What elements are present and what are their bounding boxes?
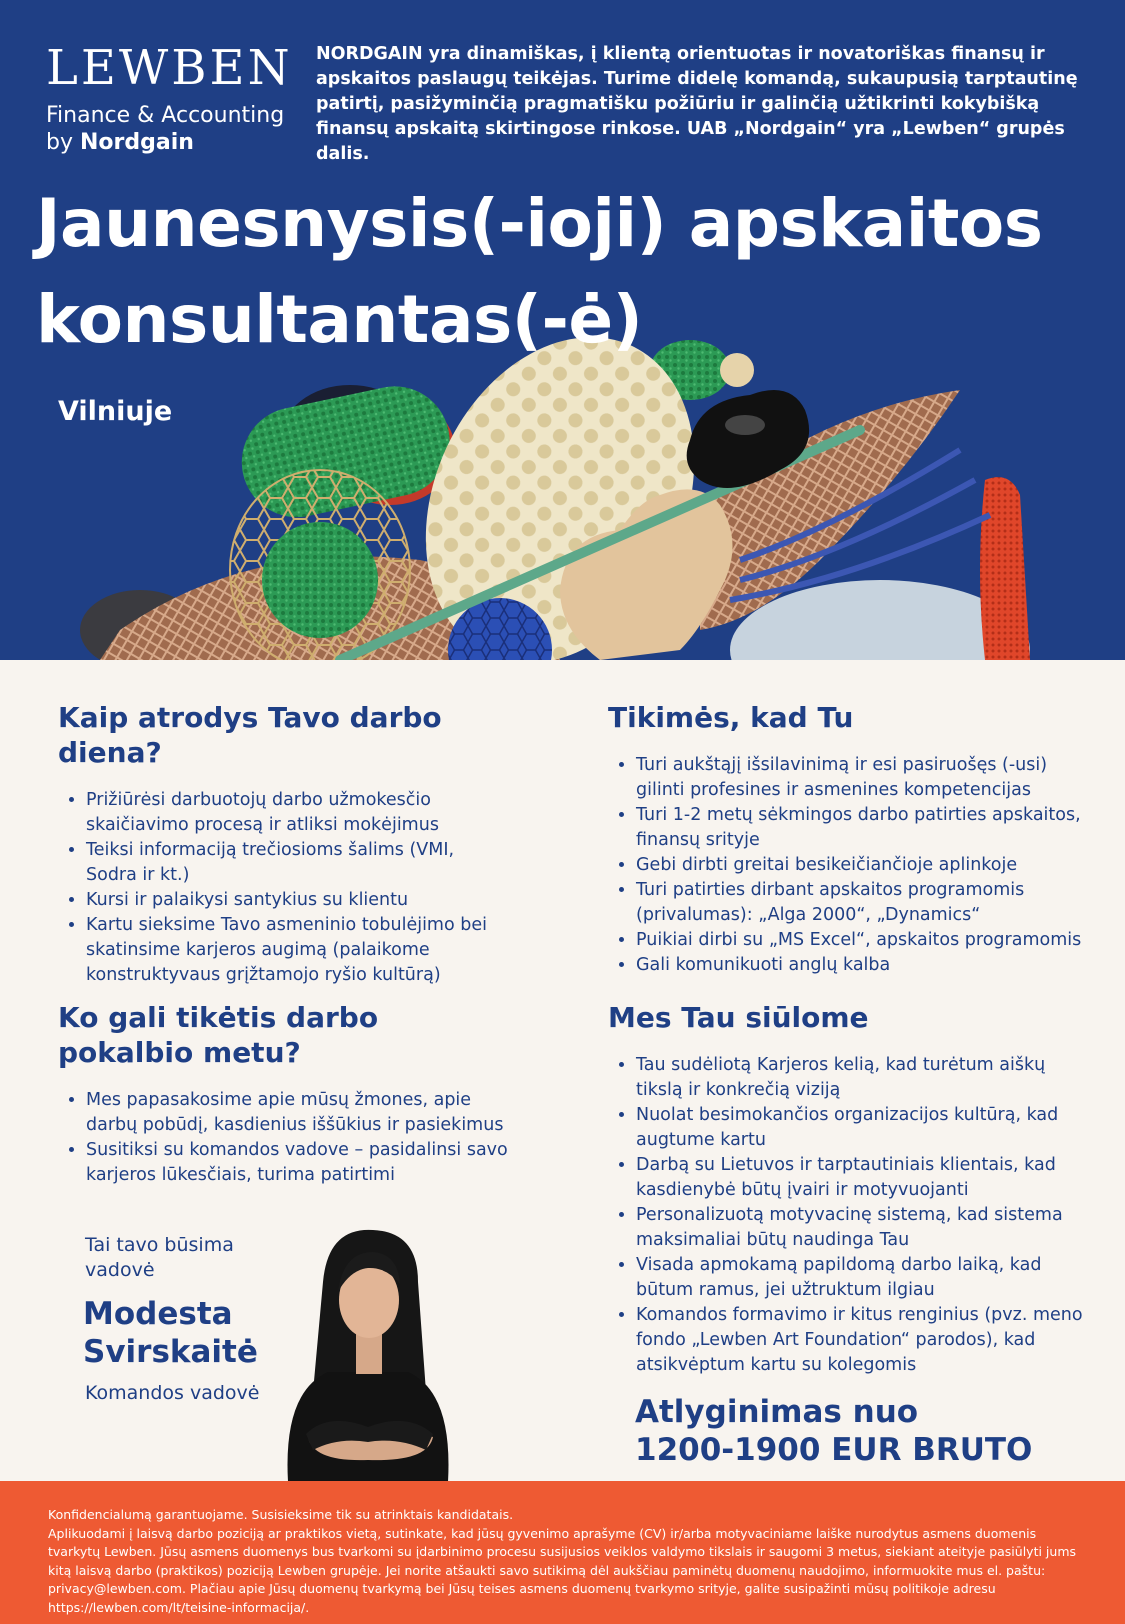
salary-line2: 1200-1900 EUR BRUTO <box>635 1432 1033 1468</box>
list-item: • Mes papasakosime apie mūsų žmones, apie darbų pobūdį, kasdienius iššūkius ir pasiekimus <box>86 1088 508 1138</box>
lewben-logo <box>46 40 293 156</box>
footer-privacy-notice <box>0 1481 1125 1624</box>
interview-list <box>58 1088 508 1188</box>
logo-company: Nordgain <box>79 130 194 155</box>
list-item: • Prižiūrėsi darbuotojų darbo užmokesčio skaičiavimo procesą ir atliksi mokėjimus <box>86 788 508 838</box>
list-item: • Turi 1-2 metų sėkmingos darbo patirties apskaitos, finansų srityje <box>636 803 1088 853</box>
logo-line2 <box>46 129 293 156</box>
offer-list <box>608 1053 1088 1378</box>
list-item: • Tau sudėliotą Karjeros kelią, kad turėtum aiškų tikslą ir konkrečią viziją <box>636 1053 1088 1103</box>
salary-info <box>635 1393 1095 1469</box>
list-item: • Kursi ir palaikysi santykius su klientu <box>86 888 508 913</box>
footer-confidentiality: Konfidencialumą garantuojame. Susisieksime tik su atrinktais kandidatais. <box>48 1507 514 1522</box>
workday-list <box>58 788 508 988</box>
list-item: • Darbą su Lietuvos ir tarptautiniais klientais, kad kasdienybė būtų įvairi ir motyvuojanti <box>636 1153 1088 1203</box>
hero-banner <box>0 0 1125 660</box>
job-title-line2: konsultantas(-ė) <box>36 281 643 358</box>
section-workday-title: Kaip atrodys Tavo darbo diena? <box>58 701 442 769</box>
logo-subtitle <box>46 102 293 156</box>
logo-wordmark: LEWBEN <box>46 40 293 96</box>
interview-title-line2: pokalbio metu? <box>58 1036 301 1069</box>
list-item: • Personalizuotą motyvacinę sistemą, kad sistema maksimaliai būtų naudinga Tau <box>636 1203 1088 1253</box>
job-title <box>36 176 1096 368</box>
abstract-3d-art-illustration <box>0 330 1125 660</box>
manager-intro: Tai tavo būsima vadovė <box>85 1234 234 1281</box>
section-expectations <box>608 700 1088 978</box>
logo-line1: Finance & Accounting <box>46 103 285 128</box>
salary-line1: Atlyginimas nuo <box>635 1394 919 1430</box>
job-title-line1: Jaunesnysis(-ioji) apskaitos <box>36 185 1043 262</box>
section-interview-title <box>58 1000 508 1070</box>
expectations-list <box>608 753 1088 978</box>
manager-role: Komandos vadovė <box>85 1382 260 1404</box>
logo-by: by <box>46 130 73 155</box>
manager-first-name: Modesta <box>83 1296 233 1332</box>
section-offer-title: Mes Tau siūlome <box>608 1001 869 1034</box>
interview-title-line1: Ko gali tikėtis darbo <box>58 1001 379 1034</box>
list-item: • Puikiai dirbi su „MS Excel“, apskaitos programomis <box>636 928 1088 953</box>
list-item: • Kartu sieksime Tavo asmeninio tobulėjimo bei skatinsime karjeros augimą (palaikome konstruktyvaus grįžtamojo ryšio kultūrą) <box>86 913 508 988</box>
section-expectations-title: Tikimės, kad Tu <box>608 701 854 734</box>
section-interview <box>58 1000 508 1188</box>
list-item: • Visada apmokamą papildomą darbo laiką, kad būtum ramus, jei užtruktum ilgiau <box>636 1253 1088 1303</box>
list-item: • Teiksi informaciją trečiosioms šalims (VMI, Sodra ir kt.) <box>86 838 508 888</box>
list-item: • Nuolat besimokančios organizacijos kultūrą, kad augtume kartu <box>636 1103 1088 1153</box>
list-item: • Komandos formavimo ir kitus renginius (pvz. meno fondo „Lewben Art Foundation“ parodos), kad atsikvėptum kartu su kolegomis <box>636 1303 1088 1378</box>
list-item: • Susitiksi su komandos vadove – pasidalinsi savo karjeros lūkesčiais, turima patirtimi <box>86 1138 508 1188</box>
list-item: • Gali komunikuoti anglų kalba <box>636 953 1088 978</box>
footer-gdpr-text: Aplikuodami į laisvą darbo poziciją ar praktikos vietą, sutinkate, kad jūsų gyvenimo aprašyme (CV) ir/arba motyvaciniame laiške nurodytus asmens duomenis tvarkytų Lewben. Jūsų asmens duomenys bus tvarkomi su įdarbinimo procesu susijusios veiklos valdymo tikslais ir saugomi 3 metus, siekiant ateityje pasiūlyti jums kitą laisvą darbo (praktikos) poziciją Lewben grupėje. Jei norite atšaukti savo sutikimą dėl aukščiau paminėtų duomenų naudojimo, informuokite mus el. paštu: privacy@lewben.com. Plačiau apie Jūsų duomenų tvarkymą bei Jūsų teises asmens duomenų tvarkymo srityje, galite susipažinti mūsų politikoje adresu https://lewben.com/lt/teisine-informacija/. <box>48 1525 1077 1615</box>
manager-photo <box>268 1222 468 1482</box>
list-item: • Gebi dirbti greitai besikeičiančioje aplinkoje <box>636 853 1088 878</box>
list-item: • Turi patirties dirbant apskaitos programomis (privalumas): „Alga 2000“, „Dynamics“ <box>636 878 1088 928</box>
list-item: • Turi aukštąjį išsilavinimą ir esi pasiruošęs (-usi) gilinti profesines ir asmenines kompetencijas <box>636 753 1088 803</box>
job-location: Vilniuje <box>58 396 173 427</box>
section-workday <box>58 700 508 988</box>
manager-last-name: Svirskaitė <box>83 1334 258 1370</box>
company-intro: NORDGAIN yra dinamiškas, į klientą orientuotas ir novatoriškas finansų ir apskaitos paslaugų teikėjas. Turime didelę komandą, sukaupusią tarptautinę patirtį, pasižyminčią pragmatišku požiūriu ir galinčią užtikrinti kokybišką finansų apskaitą skirtingose rinkose. UAB „Nordgain“ yra „Lewben“ grupės dalis. <box>316 44 1078 164</box>
section-offer <box>608 1000 1088 1378</box>
